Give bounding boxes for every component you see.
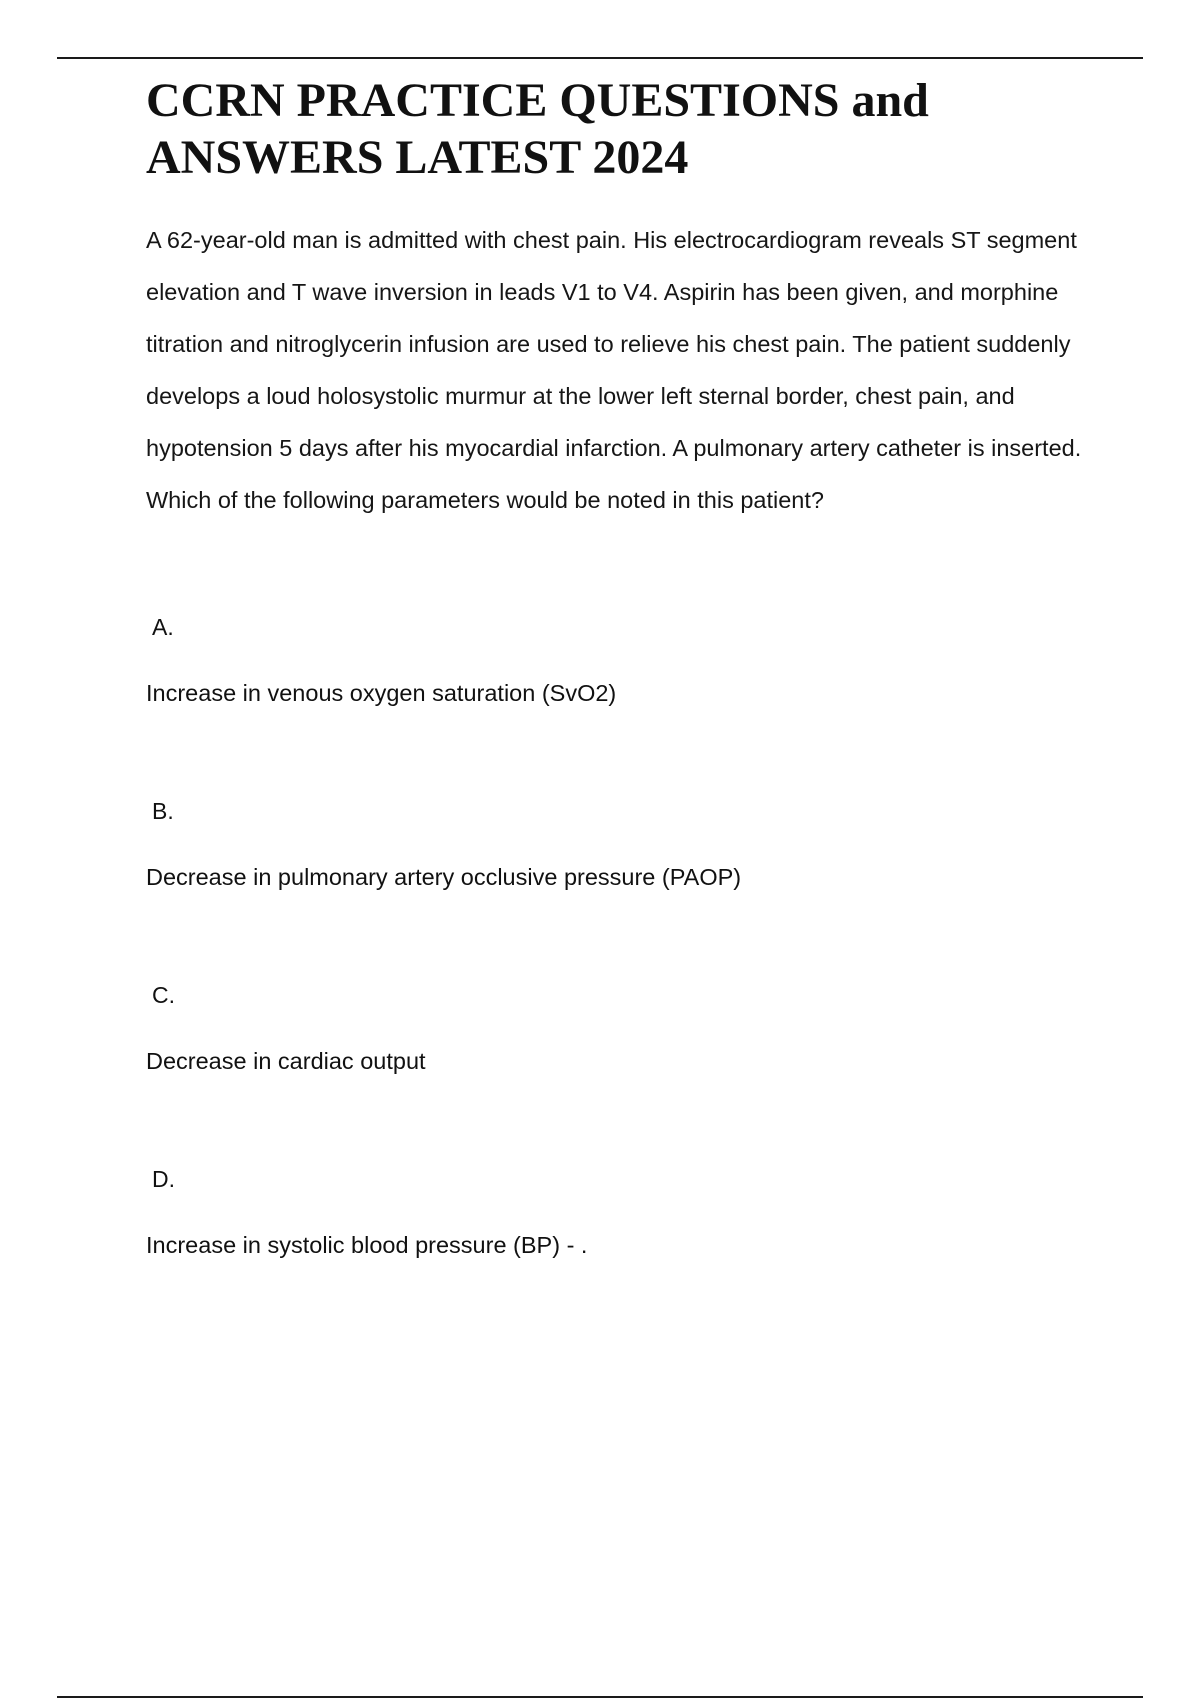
top-rule bbox=[57, 57, 1143, 59]
option-text: Increase in venous oxygen saturation (SvO2) bbox=[146, 680, 617, 706]
option-text: Decrease in cardiac output bbox=[146, 1048, 426, 1074]
option-a bbox=[146, 612, 1096, 708]
option-letter: A. bbox=[152, 614, 174, 640]
document-title: CCRN PRACTICE QUESTIONS and ANSWERS LATEST 2024 bbox=[146, 74, 929, 184]
question-text: A 62-year-old man is admitted with chest pain. His electrocardiogram reveals ST segment elevation and T wave inversion in leads V1 to V4. Aspirin has been given, and morphine titration and nitroglycerin infusion are used to relieve his chest pain. The patient suddenly develops a loud holosystolic murmur at the lower left sternal border, chest pain, and hypotension 5 days after his myocardial infarction. A pulmonary artery catheter is inserted. Which of the following parameters would be noted in this patient? bbox=[146, 227, 1082, 513]
option-c bbox=[146, 980, 1096, 1076]
option-letter: C. bbox=[152, 982, 175, 1008]
option-d bbox=[146, 1164, 1096, 1260]
option-letter: D. bbox=[152, 1166, 175, 1192]
option-letter: B. bbox=[152, 798, 174, 824]
bottom-rule bbox=[57, 1696, 1143, 1698]
document-body bbox=[146, 72, 1096, 1260]
option-text: Decrease in pulmonary artery occlusive pressure (PAOP) bbox=[146, 864, 742, 890]
option-b bbox=[146, 796, 1096, 892]
option-text: Increase in systolic blood pressure (BP) - . bbox=[146, 1232, 588, 1258]
